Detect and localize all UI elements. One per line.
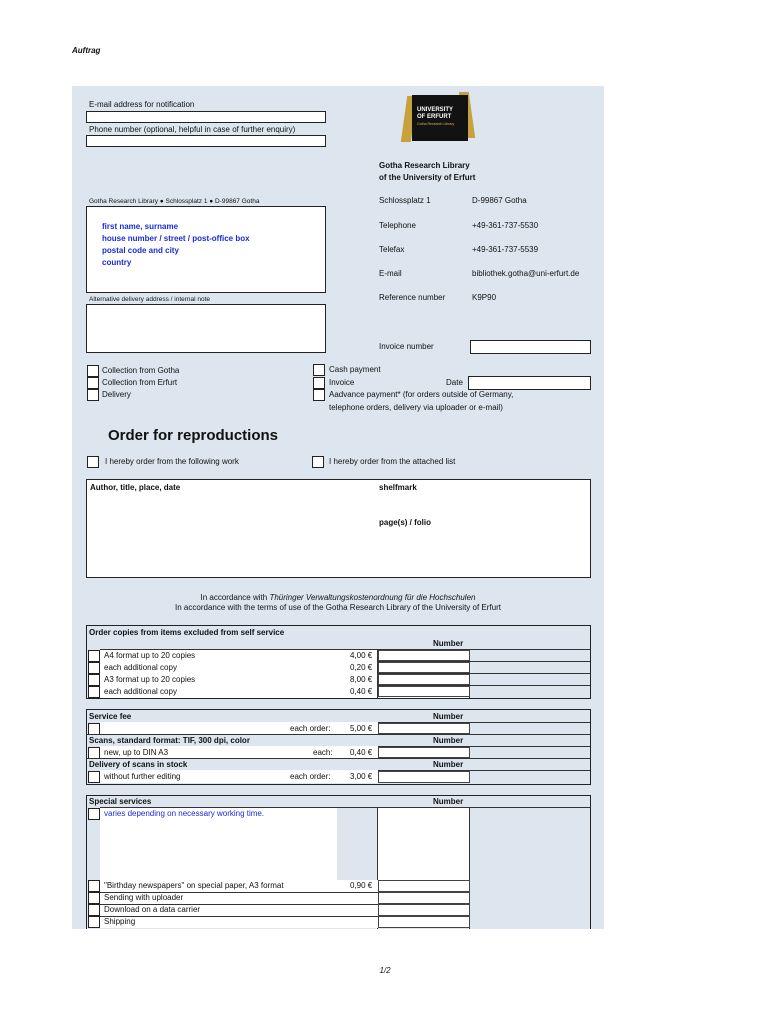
- copies-a3-price: 8,00 €: [350, 675, 373, 684]
- stock-price: 3,00 €: [350, 772, 373, 781]
- service-fee-unit: each order:: [290, 724, 331, 733]
- phone-field[interactable]: [86, 135, 326, 147]
- order-following-checkbox[interactable]: [87, 456, 99, 468]
- copies-a3-number[interactable]: [378, 674, 470, 685]
- copies-a3-label: A3 format up to 20 copies: [104, 675, 196, 684]
- copies-header: Order copies from items excluded from self service: [89, 628, 285, 637]
- page-number: 1/2: [379, 966, 391, 975]
- order-title: Order for reproductions: [108, 427, 279, 444]
- copies-a4-number[interactable]: [378, 650, 470, 661]
- copies-number-header: Number: [433, 639, 464, 648]
- delivery-label: Delivery: [102, 390, 131, 399]
- shipping-label: Shipping: [104, 917, 136, 926]
- legal-line-1: In accordance with Thüringer Verwaltungskostenordnung für die Hochschulen: [200, 593, 476, 602]
- collection-erfurt-label: Collection from Erfurt: [102, 378, 178, 387]
- special-services-header: Special services: [89, 797, 152, 806]
- stock-checkbox[interactable]: [88, 771, 100, 783]
- uploader-checkbox[interactable]: [88, 892, 100, 904]
- uploader-number[interactable]: [378, 892, 470, 904]
- author-title-label: Author, title, place, date: [90, 483, 181, 492]
- address-line-name: first name, surname: [102, 222, 179, 231]
- data-carrier-label: Download on a data carrier: [104, 905, 201, 914]
- copies-a3-checkbox[interactable]: [88, 674, 100, 686]
- order-attached-checkbox[interactable]: [312, 456, 324, 468]
- library-city: D-99867 Gotha: [472, 196, 527, 205]
- collection-gotha-label: Collection from Gotha: [102, 366, 180, 375]
- invoice-number-field[interactable]: [470, 340, 591, 354]
- stock-label: without further editing: [104, 772, 181, 781]
- order-attached-label: I hereby order from the attached list: [329, 457, 456, 466]
- telefax-value: +49-361-737-5539: [472, 245, 539, 254]
- birthday-newspapers-price: 0,90 €: [350, 881, 373, 890]
- copies-a4-additional-number[interactable]: [378, 662, 470, 673]
- scans-header: Scans, standard format: TIF, 300 dpi, color: [89, 736, 250, 745]
- pages-folio-label: page(s) / folio: [379, 518, 431, 527]
- copies-a3-additional-checkbox[interactable]: [88, 686, 100, 698]
- copies-a3-additional-number[interactable]: [378, 686, 470, 697]
- alt-address-field[interactable]: [86, 304, 326, 353]
- copies-a4-additional-checkbox[interactable]: [88, 662, 100, 674]
- collection-gotha-checkbox[interactable]: [87, 365, 99, 377]
- shipping-checkbox[interactable]: [88, 916, 100, 928]
- stock-number[interactable]: [378, 771, 470, 783]
- copies-a4-price: 4,00 €: [350, 651, 373, 660]
- delivery-checkbox[interactable]: [87, 389, 99, 401]
- invoice-number-label: Invoice number: [379, 342, 434, 351]
- address-line-country: country: [102, 258, 132, 267]
- copies-a4-checkbox[interactable]: [88, 650, 100, 662]
- collection-erfurt-checkbox[interactable]: [87, 377, 99, 389]
- copies-a4-label: A4 format up to 20 copies: [104, 651, 196, 660]
- document-header-label: Auftrag: [72, 46, 101, 55]
- phone-label: Phone number (optional, helpful in case of further enquiry): [89, 125, 296, 134]
- invoice-checkbox[interactable]: [313, 377, 325, 389]
- work-details-field[interactable]: [86, 479, 591, 578]
- cash-payment-checkbox[interactable]: [313, 364, 325, 376]
- cash-payment-label: Cash payment: [329, 365, 381, 374]
- stock-unit: each order:: [290, 772, 331, 781]
- advance-payment-note: telephone orders, delivery via uploader or e-mail): [329, 403, 503, 412]
- advance-payment-label: Aadvance payment* (for orders outside of Germany,: [329, 390, 514, 399]
- copies-a4-additional-label: each additional copy: [104, 663, 177, 672]
- scans-number-header: Number: [433, 736, 464, 745]
- university-logo: UNIVERSITY OF ERFURT Gotha Research Library: [412, 95, 468, 141]
- birthday-newspapers-number[interactable]: [378, 880, 470, 892]
- reference-value: K9P90: [472, 293, 497, 302]
- library-email-value: bibliothek.gotha@uni-erfurt.de: [472, 269, 580, 278]
- advance-payment-checkbox[interactable]: [313, 389, 325, 401]
- special-services-number-header: Number: [433, 797, 464, 806]
- library-name-line2: of the University of Erfurt: [379, 173, 476, 182]
- data-carrier-number[interactable]: [378, 904, 470, 916]
- library-name-line1: Gotha Research Library: [379, 161, 470, 170]
- copies-a3-additional-label: each additional copy: [104, 687, 177, 696]
- data-carrier-checkbox[interactable]: [88, 904, 100, 916]
- address-line-city: postal code and city: [102, 246, 179, 255]
- service-fee-number[interactable]: [378, 723, 470, 734]
- invoice-label: Invoice: [329, 378, 355, 387]
- special-services-number-area[interactable]: [378, 808, 470, 880]
- special-varies-note: varies depending on necessary working time.: [104, 809, 265, 818]
- special-varies-checkbox[interactable]: [88, 808, 100, 820]
- uploader-label: Sending with uploader: [104, 893, 184, 902]
- library-street: Schlossplatz 1: [379, 196, 431, 205]
- scans-unit: each:: [313, 748, 333, 757]
- scans-price: 0,40 €: [350, 748, 373, 757]
- date-field[interactable]: [468, 376, 591, 390]
- birthday-newspapers-checkbox[interactable]: [88, 880, 100, 892]
- copies-a4-additional-price: 0,20 €: [350, 663, 373, 672]
- birthday-newspapers-label: "Birthday newspapers" on special paper, A3 format: [104, 881, 284, 890]
- copies-a3-additional-price: 0,40 €: [350, 687, 373, 696]
- shelfmark-label: shelfmark: [379, 483, 417, 492]
- library-email-label: E-mail: [379, 269, 402, 278]
- reference-label: Reference number: [379, 293, 446, 302]
- address-line-street: house number / street / post-office box: [102, 234, 250, 243]
- alt-address-label: Alternative delivery address / internal note: [89, 296, 211, 303]
- order-following-label: I hereby order from the following work: [105, 457, 239, 466]
- scans-label: new, up to DIN A3: [104, 748, 169, 757]
- legal-line-2: In accordance with the terms of use of the Gotha Research Library of the University of Erfurt: [175, 603, 501, 612]
- service-fee-price: 5,00 €: [350, 724, 373, 733]
- sender-line: Gotha Research Library ● Schlossplatz 1 ● D-99867 Gotha: [89, 198, 260, 205]
- stock-header: Delivery of scans in stock: [89, 760, 188, 769]
- telephone-label: Telephone: [379, 221, 416, 230]
- date-label: Date: [446, 378, 463, 387]
- shipping-number[interactable]: [378, 916, 470, 928]
- email-notification-field[interactable]: [86, 111, 326, 123]
- service-fee-number-header: Number: [433, 712, 464, 721]
- email-notification-label: E-mail address for notification: [89, 100, 195, 109]
- telefax-label: Telefax: [379, 245, 405, 254]
- telephone-value: +49-361-737-5530: [472, 221, 539, 230]
- scans-number[interactable]: [378, 747, 470, 758]
- stock-number-header: Number: [433, 760, 464, 769]
- service-fee-header: Service fee: [89, 712, 132, 721]
